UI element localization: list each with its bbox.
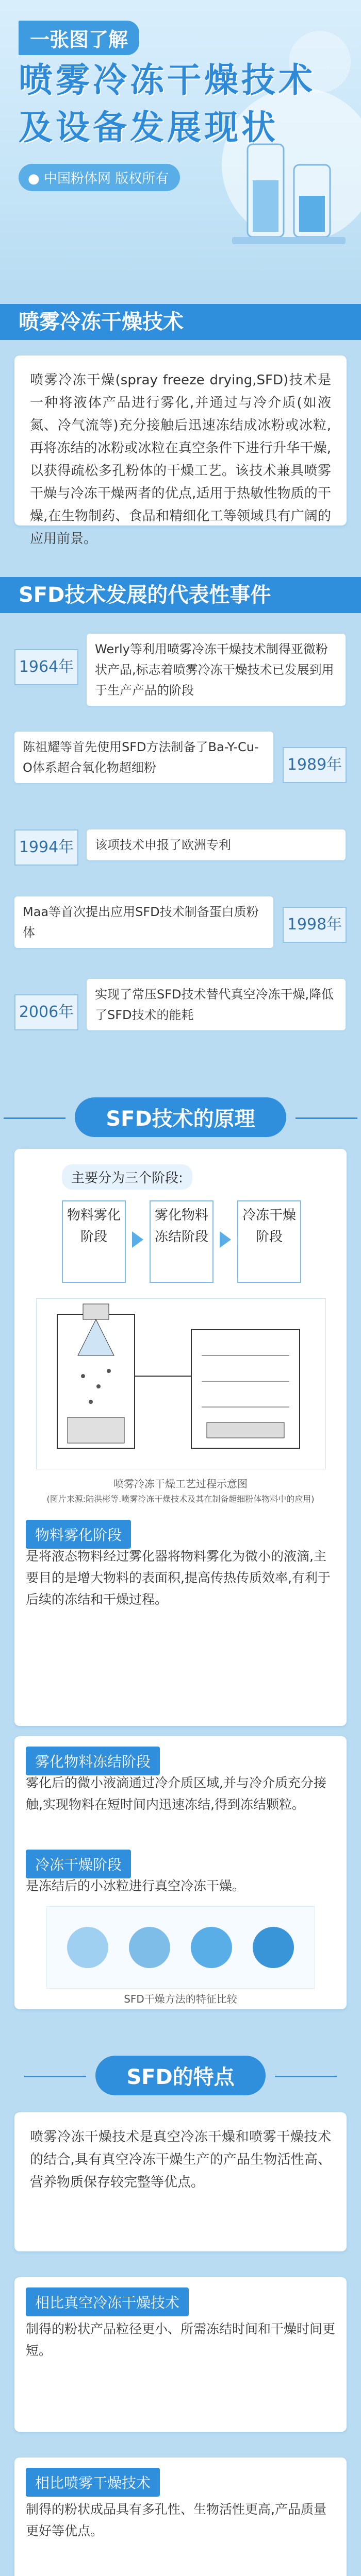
event-year: 1994年 bbox=[14, 829, 78, 866]
event-text: 陈祖耀等首先使用SFD方法制备了Ba-Y-Cu-O体系超合氧化物超细粉 bbox=[14, 732, 273, 783]
flask-illustration bbox=[217, 134, 351, 268]
step-label: 冷冻干燥阶段 bbox=[242, 1208, 296, 1245]
step-box bbox=[150, 1200, 214, 1283]
event-year: 2006年 bbox=[14, 994, 78, 1030]
header-tag: 一张图了解 bbox=[19, 21, 139, 55]
timeline-event bbox=[14, 979, 347, 1051]
step-box bbox=[237, 1200, 301, 1283]
page-title bbox=[19, 57, 316, 151]
title-line-1: 喷雾冷冻干燥技术 bbox=[19, 60, 316, 100]
timeline-event bbox=[14, 896, 347, 969]
events-heading bbox=[0, 577, 361, 613]
intro-heading-text: 喷雾冷冻干燥技术 bbox=[19, 310, 184, 334]
event-text: 该项技术申报了欧洲专利 bbox=[87, 829, 346, 860]
diagram-source: (图片来源:陆洪彬等.喷雾冷冻干燥技术及其在制备超细粉体物料中的应用) bbox=[46, 1494, 315, 1504]
step-box bbox=[62, 1200, 126, 1283]
event-year: 1998年 bbox=[283, 907, 347, 943]
features-intro-card bbox=[14, 2112, 347, 2251]
intro-card bbox=[14, 355, 347, 547]
source-text: 中国粉体网 版权所有 bbox=[43, 171, 169, 187]
principle-heading-text: SFD技术的原理 bbox=[75, 1097, 286, 1137]
stage-title: 物料雾化阶段 bbox=[26, 1520, 131, 1549]
stage-title: 雾化物料冻结阶段 bbox=[26, 1747, 160, 1775]
features-intro-text: 喷雾冷冻干燥技术是真空冷冻干燥和喷雾干燥技术的结合,具有真空冷冻干燥生产的产品生物活性高、营养物质保存较完整等优点。 bbox=[30, 2129, 331, 2190]
diagram-caption: 喷雾冷冻干燥工艺过程示意图 bbox=[113, 1478, 248, 1490]
event-year: 1989年 bbox=[283, 747, 347, 783]
feature-title: 相比真空冷冻干燥技术 bbox=[26, 2287, 189, 2316]
timeline-event bbox=[14, 824, 347, 871]
stage-title: 冷冻干燥阶段 bbox=[26, 1850, 131, 1878]
intro-text: 喷雾冷冻干燥(spray freeze drying,SFD)技术是一种将液体产品进行雾化,并通过与冷介质(如液氮、冷气流等)充分接触后迅速冻结成冰粉或冰粒,再将冻结的冰粉或冰粒在真空条件下进行升华干燥,以获得疏松多孔粉体的干燥工艺。该技术兼具喷雾干燥与冷冻干燥两者的优点,适用于热敏性物质的干燥,在生物制药、食品和精细化工等领域具有广阔的应用前景。 bbox=[30, 372, 331, 547]
source-badge bbox=[19, 164, 180, 191]
title-line-2: 及设备发展现状 bbox=[19, 108, 278, 147]
event-year: 1964年 bbox=[14, 649, 78, 685]
copyright-icon: ● bbox=[28, 171, 40, 187]
stage-text: 雾化后的微小液滴通过冷介质区域,并与冷介质充分接触,实现物料在短时间内迅速冻结,得到冻结颗粒。 bbox=[26, 1775, 326, 1812]
process-schematic bbox=[36, 1298, 326, 1469]
feature-title: 相比喷雾干燥技术 bbox=[26, 2468, 160, 2497]
arrow-right-icon bbox=[132, 1231, 143, 1248]
intro-heading bbox=[0, 304, 361, 340]
stage-text: 是冻结后的小冰粒进行真空冷冻干燥。 bbox=[26, 1878, 245, 1893]
principle-intro: 主要分为三个阶段: bbox=[62, 1164, 192, 1190]
feature-text: 制得的粉状成品具有多孔性、生物活性更高,产品质量更好等优点。 bbox=[26, 2502, 326, 2538]
timeline-event bbox=[14, 634, 347, 706]
stage-text: 是将液态物料经过雾化器将物料雾化为微小的液滴,主要目的是增大物料的表面积,提高传热传质效率,有利于后续的冻结和干燥过程。 bbox=[26, 1549, 331, 1607]
event-text: Werly等利用喷雾冷冻干燥技术制得亚微粉状产品,标志着喷雾冷冻干燥技术已发展到用于生产产品的阶段 bbox=[87, 634, 346, 706]
chart-caption: SFD干燥方法的特征比较 bbox=[124, 1993, 237, 2005]
step-label: 雾化物料冻结阶段 bbox=[154, 1208, 208, 1245]
features-heading-text: SFD的特点 bbox=[95, 2056, 265, 2095]
header-banner bbox=[0, 0, 361, 289]
event-text: 实现了常压SFD技术替代真空冷冻干燥,降低了SFD技术的能耗 bbox=[87, 979, 346, 1030]
features-heading bbox=[0, 2056, 361, 2095]
event-text: Maa等首次提出应用SFD技术制备蛋白质粉体 bbox=[14, 896, 273, 948]
arrow-right-icon bbox=[220, 1231, 231, 1248]
timeline-event bbox=[14, 732, 347, 804]
step-label: 物料雾化阶段 bbox=[67, 1208, 121, 1245]
feature-text: 制得的粉状产品粒径更小、所需冻结时间和干燥时间更短。 bbox=[26, 2321, 336, 2358]
events-heading-text: SFD技术发展的代表性事件 bbox=[19, 583, 271, 607]
principle-heading bbox=[0, 1097, 361, 1137]
particle-illustration bbox=[46, 1906, 315, 1989]
